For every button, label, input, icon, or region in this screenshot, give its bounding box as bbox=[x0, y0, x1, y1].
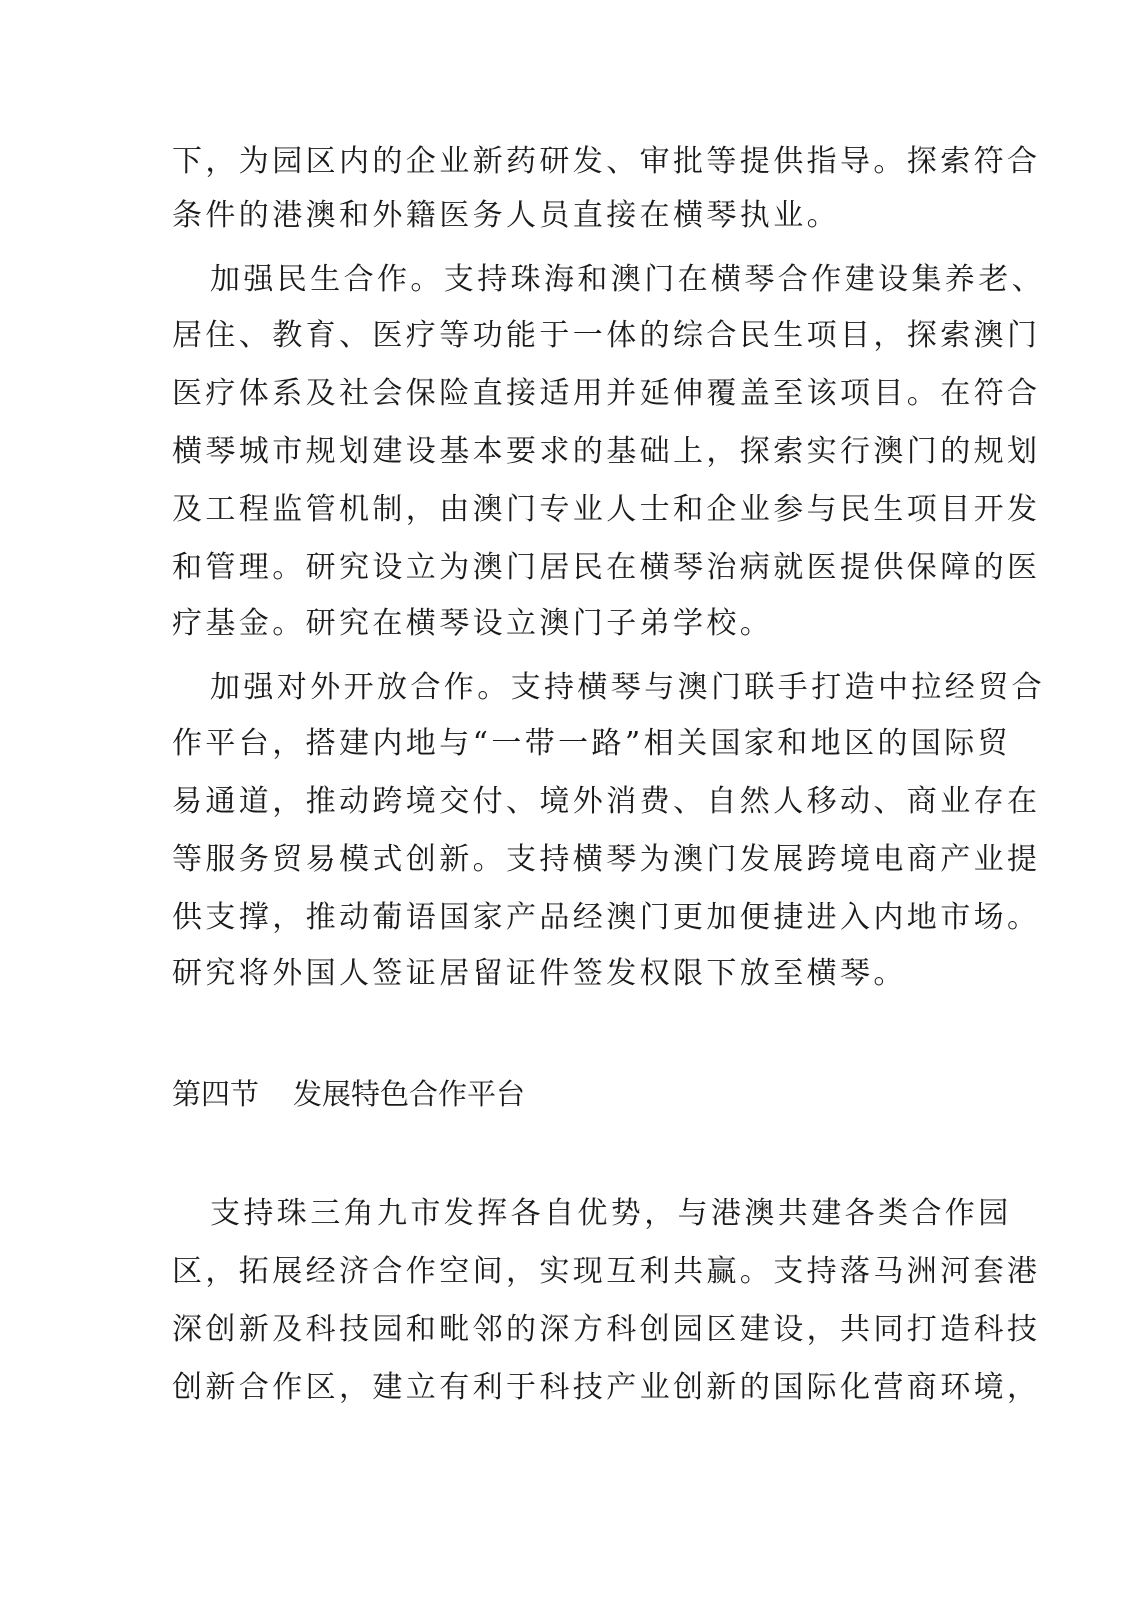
paragraph-2-line-3: 医疗体系及社会保险直接适用并延伸覆盖至该项目。在符合 bbox=[172, 376, 1041, 411]
paragraph-2-line-4: 横琴城市规划建设基本要求的基础上，探索实行澳门的规划 bbox=[172, 434, 1041, 469]
paragraph-1-line-1: 下，为园区内的企业新药研发、审批等提供指导。探索符合 bbox=[172, 144, 1041, 179]
section-number: 第四节 bbox=[172, 1077, 260, 1111]
paragraph-3-line-1: 加强对外开放合作。支持横琴与澳门联手打造中拉经贸合 bbox=[210, 670, 1045, 705]
paragraph-3-line-5: 供支撑，推动葡语国家产品经澳门更加便捷进入内地市场。 bbox=[172, 900, 1041, 935]
paragraph-4-line-1: 支持珠三角九市发挥各自优势，与港澳共建各类合作园 bbox=[210, 1196, 1012, 1231]
section-title: 发展特色合作平台 bbox=[293, 1077, 526, 1111]
paragraph-3-line-4: 等服务贸易模式创新。支持横琴为澳门发展跨境电商产业提 bbox=[172, 842, 1041, 877]
section-heading bbox=[172, 1074, 525, 1114]
paragraph-3-line-3: 易通道，推动跨境交付、境外消费、自然人移动、商业存在 bbox=[172, 784, 1041, 819]
paragraph-4-line-4: 创新合作区，建立有利于科技产业创新的国际化营商环境， bbox=[172, 1370, 1041, 1405]
paragraph-2-line-5: 及工程监管机制，由澳门专业人士和企业参与民生项目开发 bbox=[172, 492, 1041, 527]
paragraph-3-line-2: 作平台，搭建内地与“一带一路”相关国家和地区的国际贸 bbox=[172, 726, 1012, 761]
paragraph-2-line-6: 和管理。研究设立为澳门居民在横琴治病就医提供保障的医 bbox=[172, 550, 1041, 585]
paragraph-4-line-3: 深创新及科技园和毗邻的深方科创园区建设，共同打造科技 bbox=[172, 1312, 1041, 1347]
paragraph-1-line-2: 条件的港澳和外籍医务人员直接在横琴执业。 bbox=[172, 198, 840, 233]
paragraph-2-line-2: 居住、教育、医疗等功能于一体的综合民生项目，探索澳门 bbox=[172, 318, 1041, 353]
paragraph-2-line-7: 疗基金。研究在横琴设立澳门子弟学校。 bbox=[172, 606, 774, 641]
paragraph-2-line-1: 加强民生合作。支持珠海和澳门在横琴合作建设集养老、 bbox=[210, 262, 1045, 297]
paragraph-4-line-2: 区，拓展经济合作空间，实现互利共赢。支持落马洲河套港 bbox=[172, 1254, 1041, 1289]
paragraph-3-line-6: 研究将外国人签证居留证件签发权限下放至横琴。 bbox=[172, 956, 907, 991]
